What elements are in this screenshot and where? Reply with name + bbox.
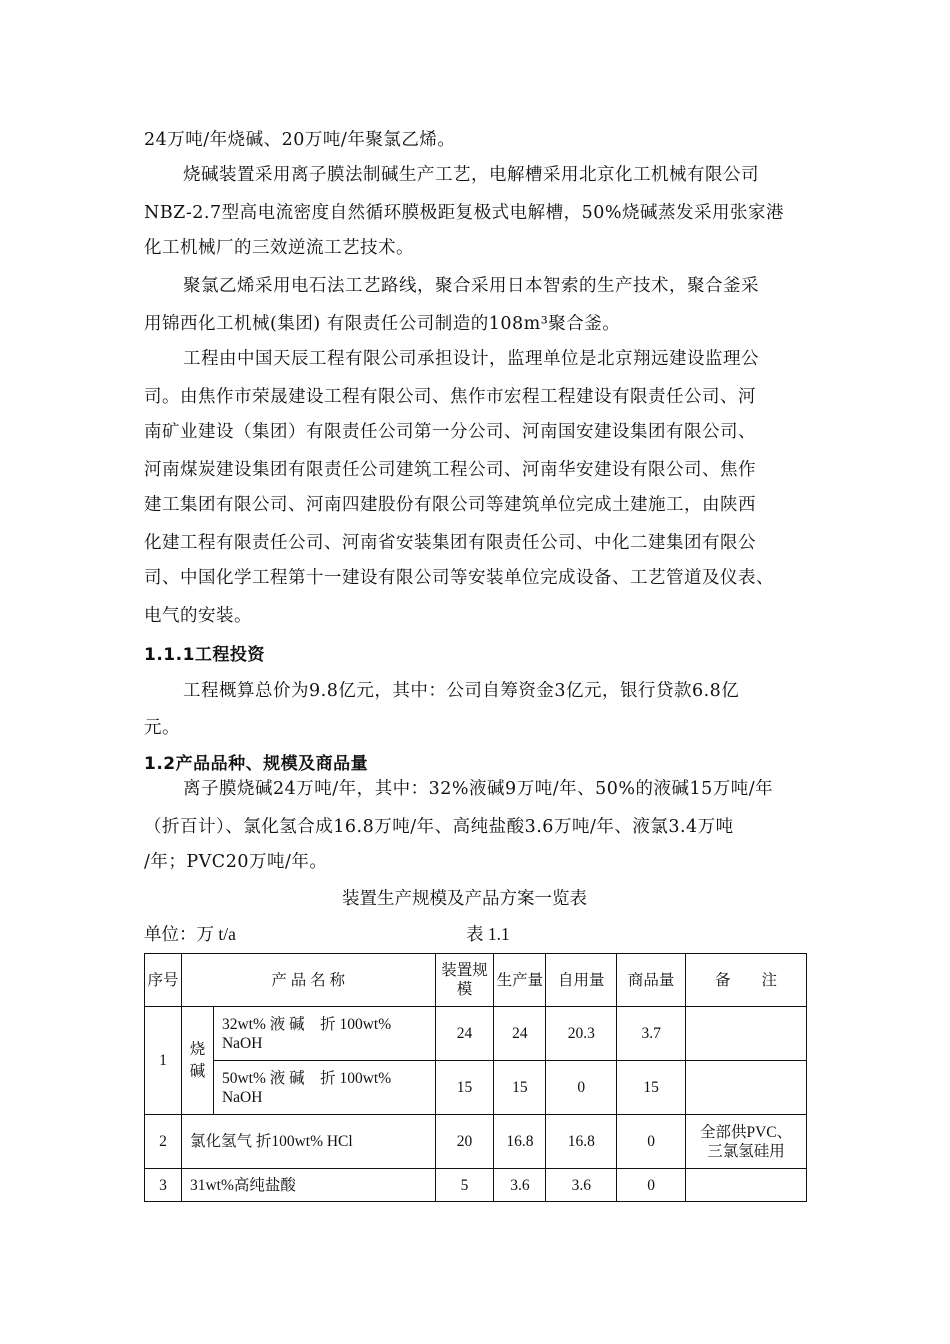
cell-commodity: 15 (617, 1061, 686, 1115)
table-row (145, 1115, 807, 1169)
cell-self-use: 0 (546, 1061, 617, 1115)
cell-name: 50wt% 液 碱 折 100wt% NaOH (213, 1061, 435, 1115)
section-heading: 1.1.1工程投资 (144, 645, 265, 665)
paragraph-line: NBZ-2.7型高电流密度自然循环膜极距复极式电解槽，50%烧碱蒸发采用张家港 (144, 203, 784, 223)
paragraph-line: 工程由中国天辰工程有限公司承担设计，监理单位是北京翔远建设监理公 (183, 349, 759, 369)
cell-self-use: 16.8 (546, 1115, 617, 1169)
table-title: 装置生产规模及产品方案一览表 (342, 889, 587, 909)
paragraph-line: 化建工程有限责任公司、河南省安装集团有限责任公司、中化二建集团有限公 (144, 533, 756, 553)
paragraph-line: 24万吨/年烧碱、20万吨/年聚氯乙烯。 (144, 130, 456, 150)
section-heading: 1.2产品品种、规模及商品量 (144, 754, 369, 774)
cell-remark: 全部供PVC、三氯氢硅用 (686, 1115, 807, 1169)
cell-name: 31wt%高纯盐酸 (181, 1169, 435, 1202)
cell-scale: 15 (435, 1061, 494, 1115)
header-output: 生产量 (494, 954, 546, 1007)
cell-output: 24 (494, 1007, 546, 1061)
cell-commodity: 3.7 (617, 1007, 686, 1061)
paragraph-line: /年；PVC20万吨/年。 (144, 852, 328, 872)
paragraph-line: 用锦西化工机械(集团) 有限责任公司制造的108m³聚合釜。 (144, 314, 621, 334)
table-unit: 单位：万 t/a (144, 924, 236, 944)
table-number: 表 1.1 (466, 924, 510, 944)
cell-seq: 2 (145, 1115, 182, 1169)
cell-remark (686, 1007, 807, 1061)
header-remark: 备 注 (686, 954, 807, 1007)
product-table (144, 953, 807, 1202)
paragraph-line: 聚氯乙烯采用电石法工艺路线，聚合采用日本智索的生产技术，聚合釜采 (183, 276, 759, 296)
cell-seq: 1 (145, 1007, 182, 1115)
cell-scale: 20 (435, 1115, 494, 1169)
paragraph-line: 南矿业建设（集团）有限责任公司第一分公司、河南国安建设集团有限公司、 (144, 422, 756, 442)
paragraph-line: 工程概算总价为9.8亿元，其中：公司自筹资金3亿元，银行贷款6.8亿 (183, 681, 740, 701)
cell-output: 3.6 (494, 1169, 546, 1202)
table-row (145, 1061, 807, 1115)
cell-commodity: 0 (617, 1115, 686, 1169)
header-scale: 装置规模 (435, 954, 494, 1007)
paragraph-line: （折百计）、氯化氢合成16.8万吨/年、高纯盐酸3.6万吨/年、液氯3.4万吨 (144, 817, 734, 837)
paragraph-line: 元。 (144, 718, 180, 738)
cell-self-use: 3.6 (546, 1169, 617, 1202)
cell-name: 32wt% 液 碱 折 100wt% NaOH (213, 1007, 435, 1061)
cell-output: 15 (494, 1061, 546, 1115)
paragraph-line: 司、中国化学工程第十一建设有限公司等安装单位完成设备、工艺管道及仪表、 (144, 568, 774, 588)
cell-remark (686, 1061, 807, 1115)
header-seq: 序号 (145, 954, 182, 1007)
table-row (145, 1007, 807, 1061)
paragraph-line: 电气的安装。 (144, 606, 252, 626)
paragraph-line: 建工集团有限公司、河南四建股份有限公司等建筑单位完成土建施工，由陕西 (144, 495, 756, 515)
cell-scale: 24 (435, 1007, 494, 1061)
cell-self-use: 20.3 (546, 1007, 617, 1061)
cell-remark (686, 1169, 807, 1202)
cell-seq: 3 (145, 1169, 182, 1202)
paragraph-line: 化工机械厂的三效逆流工艺技术。 (144, 238, 414, 258)
table-row (145, 1169, 807, 1202)
paragraph-line: 离子膜烧碱24万吨/年，其中：32%液碱9万吨/年、50%的液碱15万吨/年 (183, 779, 774, 799)
cell-output: 16.8 (494, 1115, 546, 1169)
header-self-use: 自用量 (546, 954, 617, 1007)
cell-group-label: 烧碱 (181, 1007, 213, 1115)
paragraph-line: 烧碱装置采用离子膜法制碱生产工艺，电解槽采用北京化工机械有限公司 (183, 165, 759, 185)
header-name: 产 品 名 称 (181, 954, 435, 1007)
cell-commodity: 0 (617, 1169, 686, 1202)
table-header-row (145, 954, 807, 1007)
cell-name: 氯化氢气 折100wt% HCl (181, 1115, 435, 1169)
header-commodity: 商品量 (617, 954, 686, 1007)
cell-scale: 5 (435, 1169, 494, 1202)
paragraph-line: 河南煤炭建设集团有限责任公司建筑工程公司、河南华安建设有限公司、焦作 (144, 460, 756, 480)
paragraph-line: 司。由焦作市荣晟建设工程有限公司、焦作市宏程工程建设有限责任公司、河 (144, 387, 756, 407)
